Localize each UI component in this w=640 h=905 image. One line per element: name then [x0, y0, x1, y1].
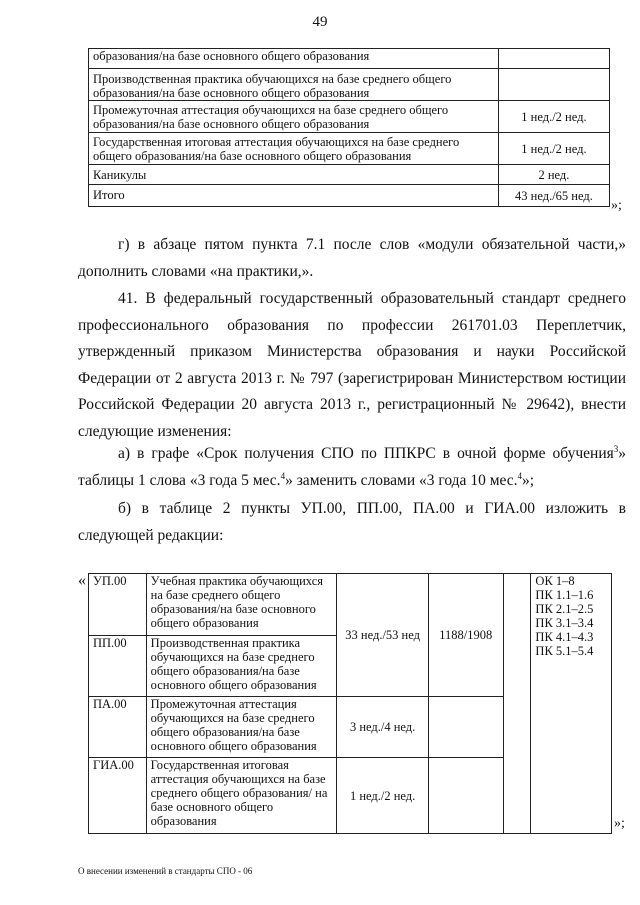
competencies-cell	[531, 574, 612, 834]
paragraph-b: б) в таблице 2 пункты УП.00, ПП.00, ПА.00 и ГИА.00 изложить в следующей редакции:	[78, 500, 626, 544]
paragraph-a-text: » заменить словами «3 года 10 мес.	[285, 471, 518, 489]
pa-weeks-cell: 3 нед./4 нед.	[337, 697, 428, 758]
competency-item: ОК 1–8	[535, 574, 575, 588]
paragraph-a-text: »;	[522, 471, 535, 489]
table-cell-name: Итого	[89, 185, 499, 207]
footnote-mark: 4	[517, 470, 523, 481]
table-row	[89, 185, 610, 207]
table-row	[89, 165, 610, 185]
empty-cell	[428, 697, 503, 758]
table-row	[89, 133, 610, 165]
table-cell-name: Каникулы	[89, 165, 499, 185]
empty-cell	[428, 758, 503, 834]
practice-hours-cell: 1188/1908	[428, 574, 503, 697]
table-row	[89, 69, 610, 101]
table-cell-value	[498, 49, 609, 69]
table-cell-code: ПА.00	[89, 697, 147, 758]
competency-item: ПК 1.1–1.6	[535, 588, 594, 602]
paragraph-41: 41. В федеральный государственный образовательный стандарт среднего профессионального образования по профессии 261701.03 Переплетчик, утвержденный приказом Министерства образования и науки Российской Федерации от 2 августа 2013 г. № 797 (зарегистрирован Министерством юстиции Российской Федерации 20 августа 2013 г., регистрационный № 29642), внести следующие изменения:	[78, 290, 626, 440]
empty-cell	[503, 574, 531, 834]
table-cell-name: Производственная практика обучающихся на базе среднего общего образования/на базе основного общего образования	[146, 636, 337, 697]
table-cell-name: Промежуточная аттестация обучающихся на базе среднего общего образования/на базе основного общего образования	[89, 101, 499, 133]
footnote-mark: 3	[613, 443, 619, 454]
gia-weeks-cell: 1 нед./2 нед.	[337, 758, 428, 834]
competency-item: ПК 5.1–5.4	[535, 644, 594, 658]
table-cell-name: Государственная итоговая аттестация обучающихся на базе среднего общего образования/на базе основного общего образования	[89, 133, 499, 165]
table-cell-code: ПП.00	[89, 636, 147, 697]
open-quote: «	[78, 572, 86, 589]
table-row	[89, 49, 610, 69]
table-cell-value: 1 нед./2 нед.	[498, 101, 609, 133]
table-row	[89, 101, 610, 133]
table-cell-name: Государственная итоговая аттестация обучающихся на базе среднего общего образования/ на базе основного общего образования	[146, 758, 337, 834]
paragraph-a-text: а) в графе «Срок получения СПО по ППКРС в очной форме обучения	[118, 445, 614, 462]
paragraph-g: г) в абзаце пятом пункта 7.1 после слов «модули обязательной части,» дополнить словами «на практики,».	[78, 236, 626, 280]
competency-item: ПК 2.1–2.5	[535, 602, 594, 616]
competency-item: ПК 4.1–4.3	[535, 630, 594, 644]
closing-quote: »;	[614, 816, 625, 831]
table-row	[89, 574, 612, 636]
paragraph-a	[78, 441, 626, 494]
table-cell-code: ГИА.00	[89, 758, 147, 834]
table-cell-name: Учебная практика обучающихся на базе среднего общего образования/на базе основного общего образования	[146, 574, 337, 636]
practice-weeks-cell: 33 нед./53 нед	[337, 574, 428, 697]
closing-quote: »;	[611, 198, 622, 213]
weeks-table	[88, 48, 610, 207]
table-cell-value: 1 нед./2 нед.	[498, 133, 609, 165]
table-cell-code: УП.00	[89, 574, 147, 636]
table-cell-name: Промежуточная аттестация обучающихся на базе среднего общего образования/на базе основного общего образования	[146, 697, 337, 758]
page-number: 49	[312, 14, 328, 30]
table-cell-value	[498, 69, 609, 101]
page-footer: О внесении изменений в стандарты СПО - 06	[78, 866, 253, 876]
table-cell-value: 2 нед.	[498, 165, 609, 185]
table-cell-name: Производственная практика обучающихся на базе среднего общего образования/на базе основного общего образования	[89, 69, 499, 101]
footnote-mark: 4	[280, 470, 286, 481]
competency-item: ПК 3.1–3.4	[535, 616, 594, 630]
practice-table	[88, 573, 612, 834]
table-cell-name: образования/на базе основного общего образования	[89, 49, 499, 69]
table-cell-value: 43 нед./65 нед.	[498, 185, 609, 207]
paragraph-a-text: » таблицы 1 слова «3 года 5 мес.	[78, 445, 626, 489]
